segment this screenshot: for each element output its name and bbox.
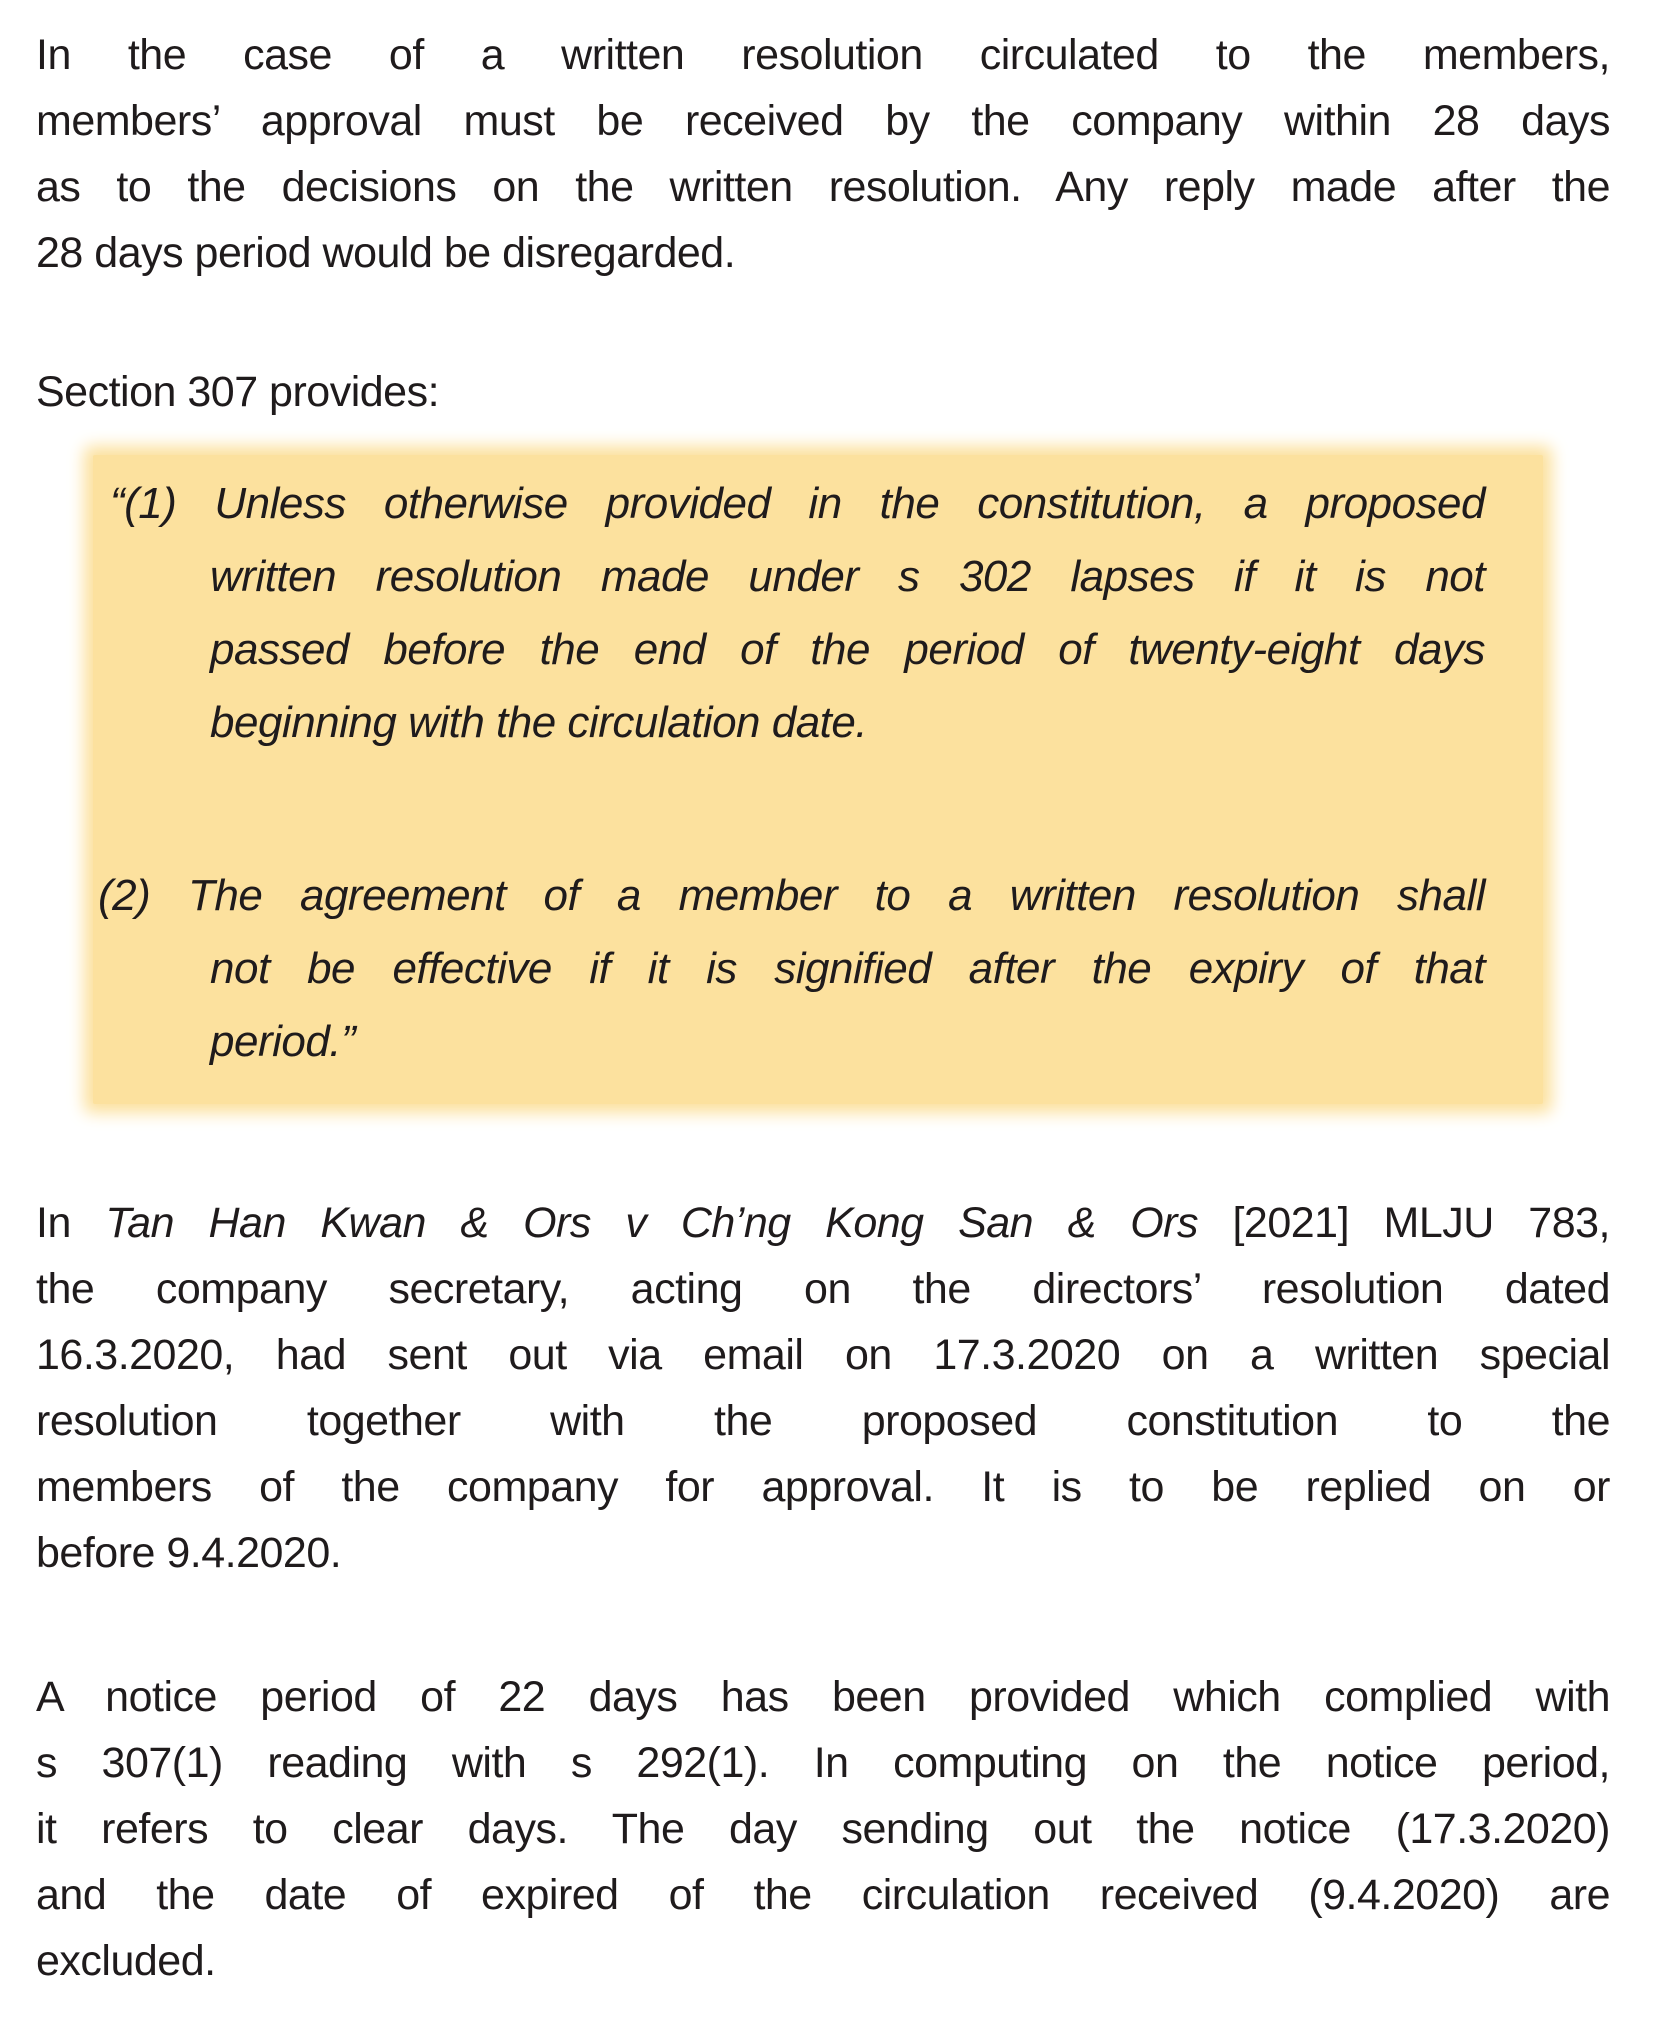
case-paragraph bbox=[36, 1190, 1610, 1586]
text-line: s 307(1) reading with s 292(1). In computing on the notice period, bbox=[36, 1739, 1610, 1787]
notice-paragraph bbox=[36, 1664, 1610, 1994]
text-line: members’ approval must be received by the company within 28 days bbox=[36, 97, 1610, 145]
statute-quote-box bbox=[93, 455, 1543, 1104]
text-line: beginning with the circulation date. bbox=[210, 698, 868, 747]
quote-item-2 bbox=[93, 859, 1485, 1078]
section-heading bbox=[36, 359, 1610, 425]
text-line: passed before the end of the period of twenty-eight days bbox=[210, 625, 1485, 674]
text-line: 28 days period would be disregarded. bbox=[36, 229, 736, 277]
text-line: written resolution made under s 302 lapses if it is not bbox=[210, 552, 1485, 601]
intro-paragraph bbox=[36, 22, 1610, 286]
case-name: Tan Han Kwan & Ors v Ch’ng Kong San & Ors bbox=[105, 1199, 1198, 1247]
text-line bbox=[36, 1190, 1610, 1256]
text-line: In the case of a written resolution circulated to the members, bbox=[36, 31, 1610, 79]
text-line: excluded. bbox=[36, 1937, 216, 1985]
section-heading-text: Section 307 provides: bbox=[36, 368, 440, 416]
text-line: 16.3.2020, had sent out via email on 17.3.2020 on a written special bbox=[36, 1331, 1610, 1379]
text-line: “(1) Unless otherwise provided in the constitution, a proposed bbox=[110, 479, 1485, 528]
quote-item-1 bbox=[93, 467, 1485, 759]
text-line: and the date of expired of the circulation received (9.4.2020) are bbox=[36, 1871, 1610, 1919]
case-citation: [2021] MLJU 783, bbox=[1198, 1199, 1610, 1247]
text-line: members of the company for approval. It is to be replied on or bbox=[36, 1463, 1610, 1511]
case-line-prefix: In bbox=[36, 1199, 106, 1247]
text-line: before 9.4.2020. bbox=[36, 1529, 342, 1577]
text-line: not be effective if it is signified after the expiry of that bbox=[210, 944, 1485, 993]
text-line: resolution together with the proposed constitution to the bbox=[36, 1397, 1610, 1445]
text-line: period.” bbox=[210, 1017, 356, 1066]
text-line: A notice period of 22 days has been provided which complied with bbox=[36, 1673, 1610, 1721]
text-line: it refers to clear days. The day sending out the notice (17.3.2020) bbox=[36, 1805, 1610, 1853]
text-line: the company secretary, acting on the directors’ resolution dated bbox=[36, 1265, 1610, 1313]
text-line: as to the decisions on the written resolution. Any reply made after the bbox=[36, 163, 1610, 211]
text-line: (2) The agreement of a member to a written resolution shall bbox=[98, 871, 1485, 920]
